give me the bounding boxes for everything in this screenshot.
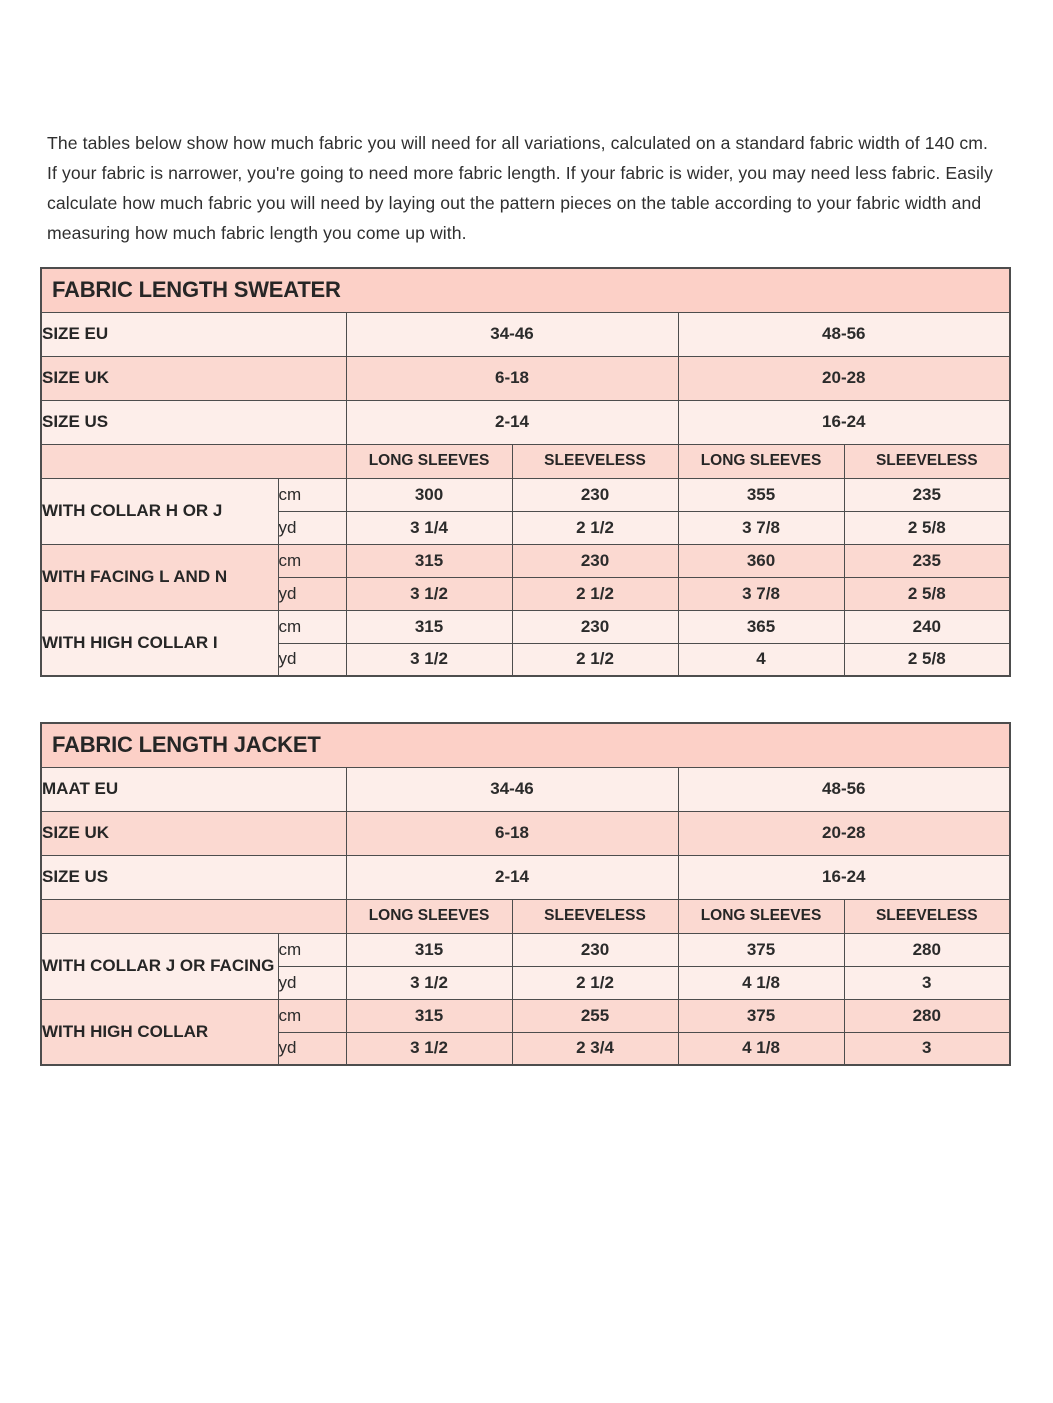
value-cell: 3 1/2 <box>346 966 512 999</box>
table-title-row <box>41 268 1010 312</box>
column-header-row <box>41 444 1010 478</box>
size-label: MAAT EU <box>41 767 346 811</box>
value-cell: 4 <box>678 643 844 676</box>
intro-paragraph: The tables below show how much fabric you will need for all variations, calculated on a standard fabric width of 140 cm. If your fabric is narrower, you're going to need more fabric length. If your fabric is wider, you may need less fabric. Easily calculate how much fabric you will need by laying out the pattern pieces on the table according to your fabric width and measuring how much fabric length you come up with. <box>47 133 993 243</box>
size-label: SIZE UK <box>41 356 346 400</box>
value-cell: 2 5/8 <box>844 511 1010 544</box>
variant-label: WITH FACING L AND N <box>41 544 278 610</box>
unit-label-cm: cm <box>278 544 346 577</box>
column-header-row <box>41 899 1010 933</box>
size-value: 34-46 <box>346 767 678 811</box>
unit-label-cm: cm <box>278 933 346 966</box>
value-cell: 3 <box>844 966 1010 999</box>
value-cell: 2 1/2 <box>512 643 678 676</box>
fabric-length-sweater-table <box>40 267 1011 677</box>
value-cell: 280 <box>844 999 1010 1032</box>
variant-row-cm <box>41 933 1010 966</box>
unit-label-cm: cm <box>278 478 346 511</box>
variant-row-cm <box>41 544 1010 577</box>
size-value: 16-24 <box>678 400 1010 444</box>
size-row-uk <box>41 356 1010 400</box>
unit-label-yd: yd <box>278 1032 346 1065</box>
size-label: SIZE UK <box>41 811 346 855</box>
variant-row-cm <box>41 610 1010 643</box>
table-title: FABRIC LENGTH SWEATER <box>41 268 1010 312</box>
unit-label-yd: yd <box>278 643 346 676</box>
value-cell: 280 <box>844 933 1010 966</box>
value-cell: 230 <box>512 478 678 511</box>
variant-label: WITH COLLAR J OR FACING <box>41 933 278 999</box>
empty-header-cell <box>41 899 346 933</box>
value-cell: 300 <box>346 478 512 511</box>
size-row-eu <box>41 312 1010 356</box>
size-value: 48-56 <box>678 767 1010 811</box>
value-cell: 4 1/8 <box>678 966 844 999</box>
value-cell: 235 <box>844 478 1010 511</box>
value-cell: 230 <box>512 544 678 577</box>
column-header: LONG SLEEVES <box>678 444 844 478</box>
value-cell: 315 <box>346 999 512 1032</box>
column-header: LONG SLEEVES <box>346 444 512 478</box>
value-cell: 4 1/8 <box>678 1032 844 1065</box>
size-value: 6-18 <box>346 811 678 855</box>
value-cell: 2 5/8 <box>844 643 1010 676</box>
unit-label-yd: yd <box>278 577 346 610</box>
table-title: FABRIC LENGTH JACKET <box>41 723 1010 767</box>
value-cell: 235 <box>844 544 1010 577</box>
variant-row-cm <box>41 999 1010 1032</box>
size-row-eu <box>41 767 1010 811</box>
size-label: SIZE US <box>41 855 346 899</box>
value-cell: 3 1/2 <box>346 643 512 676</box>
size-value: 2-14 <box>346 400 678 444</box>
column-header: SLEEVELESS <box>512 899 678 933</box>
value-cell: 3 7/8 <box>678 577 844 610</box>
table-title-row <box>41 723 1010 767</box>
fabric-length-jacket-table <box>40 722 1011 1066</box>
value-cell: 2 1/2 <box>512 577 678 610</box>
value-cell: 240 <box>844 610 1010 643</box>
size-label: SIZE US <box>41 400 346 444</box>
size-value: 48-56 <box>678 312 1010 356</box>
size-value: 6-18 <box>346 356 678 400</box>
value-cell: 315 <box>346 544 512 577</box>
column-header: SLEEVELESS <box>844 899 1010 933</box>
unit-label-cm: cm <box>278 610 346 643</box>
value-cell: 230 <box>512 610 678 643</box>
value-cell: 375 <box>678 933 844 966</box>
size-row-us <box>41 855 1010 899</box>
value-cell: 3 1/2 <box>346 577 512 610</box>
unit-label-cm: cm <box>278 999 346 1032</box>
variant-label: WITH COLLAR H OR J <box>41 478 278 544</box>
unit-label-yd: yd <box>278 966 346 999</box>
value-cell: 2 1/2 <box>512 966 678 999</box>
column-header: SLEEVELESS <box>844 444 1010 478</box>
size-label: SIZE EU <box>41 312 346 356</box>
value-cell: 360 <box>678 544 844 577</box>
value-cell: 2 1/2 <box>512 511 678 544</box>
value-cell: 355 <box>678 478 844 511</box>
variant-label: WITH HIGH COLLAR I <box>41 610 278 676</box>
value-cell: 3 7/8 <box>678 511 844 544</box>
empty-header-cell <box>41 444 346 478</box>
size-value: 16-24 <box>678 855 1010 899</box>
value-cell: 255 <box>512 999 678 1032</box>
value-cell: 2 3/4 <box>512 1032 678 1065</box>
size-value: 20-28 <box>678 811 1010 855</box>
value-cell: 3 <box>844 1032 1010 1065</box>
value-cell: 315 <box>346 610 512 643</box>
value-cell: 375 <box>678 999 844 1032</box>
value-cell: 3 1/2 <box>346 1032 512 1065</box>
size-value: 2-14 <box>346 855 678 899</box>
column-header: LONG SLEEVES <box>346 899 512 933</box>
unit-label-yd: yd <box>278 511 346 544</box>
size-row-uk <box>41 811 1010 855</box>
value-cell: 365 <box>678 610 844 643</box>
value-cell: 2 5/8 <box>844 577 1010 610</box>
size-value: 34-46 <box>346 312 678 356</box>
column-header: SLEEVELESS <box>512 444 678 478</box>
value-cell: 3 1/4 <box>346 511 512 544</box>
column-header: LONG SLEEVES <box>678 899 844 933</box>
variant-row-cm <box>41 478 1010 511</box>
value-cell: 315 <box>346 933 512 966</box>
size-value: 20-28 <box>678 356 1010 400</box>
value-cell: 230 <box>512 933 678 966</box>
variant-label: WITH HIGH COLLAR <box>41 999 278 1065</box>
size-row-us <box>41 400 1010 444</box>
